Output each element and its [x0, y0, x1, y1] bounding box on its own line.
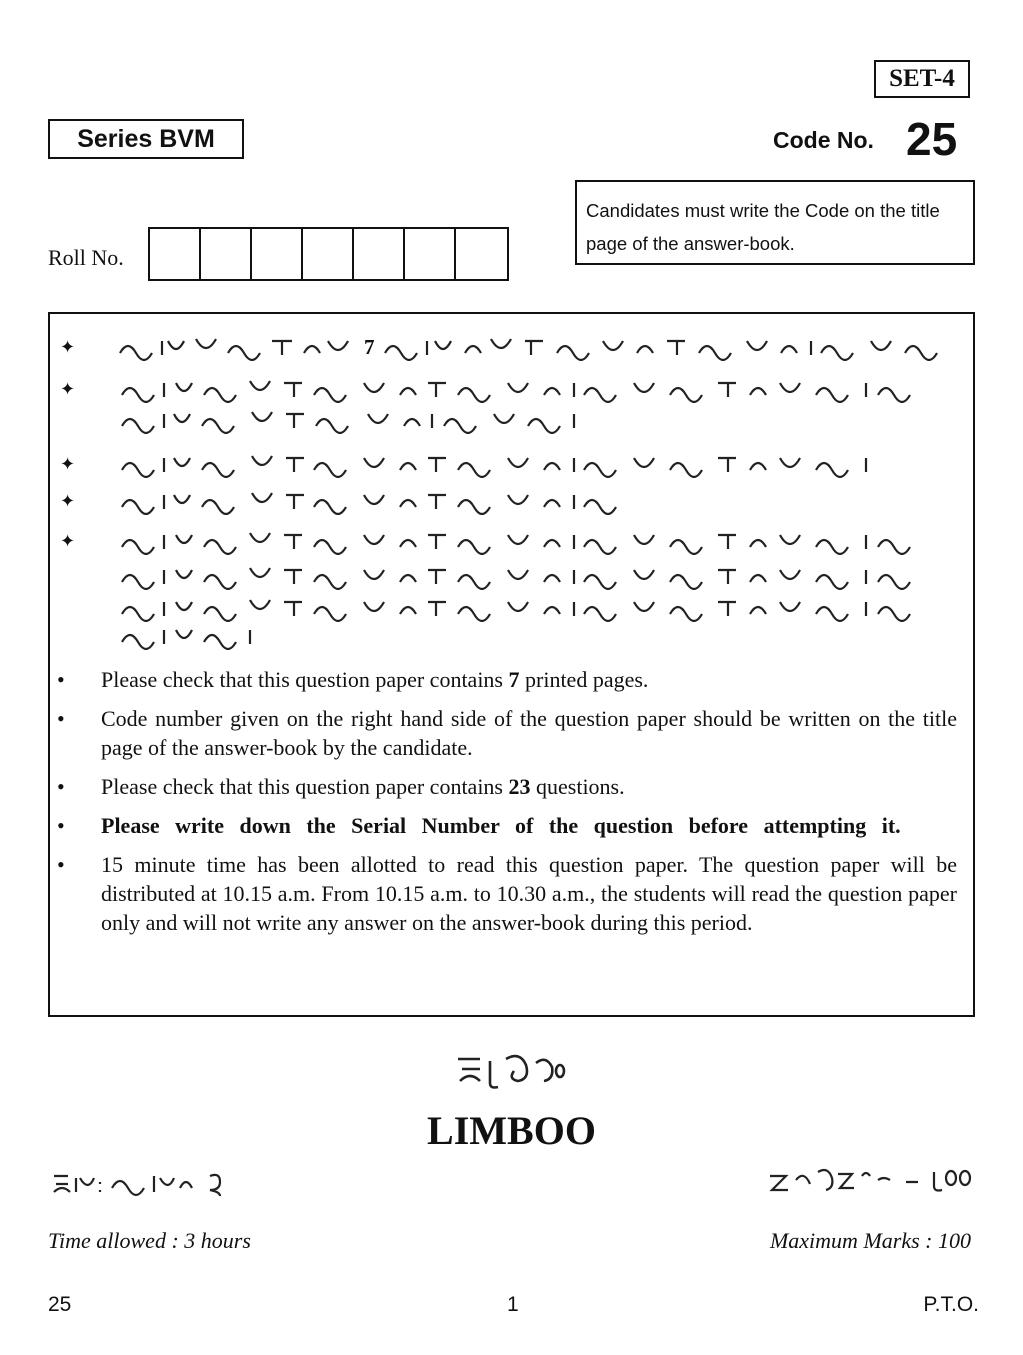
time-allowed: Time allowed : 3 hours: [48, 1228, 251, 1253]
limbu-script-text: [118, 527, 948, 555]
roll-number-grid[interactable]: [148, 227, 509, 281]
series-label: Series BVM: [77, 124, 215, 153]
pto-label: P.T.O.: [923, 1293, 979, 1316]
limbu-script-text: [381, 333, 961, 361]
code-number: 25: [906, 113, 958, 165]
roll-number-label: Roll No.: [48, 245, 124, 270]
limbu-script-text: [118, 406, 598, 434]
limbu-script-text: [118, 450, 908, 478]
limbu-script-text: [118, 622, 268, 650]
bullet-icon: •: [57, 667, 65, 692]
limbu-script-text: [118, 487, 638, 515]
diamond-bullet-icon: ✦: [60, 490, 76, 511]
series-box: [48, 119, 244, 159]
candidate-note: Candidates must write the Code on the title page of the answer-book.: [586, 200, 940, 254]
diamond-bullet-icon: ✦: [60, 336, 76, 357]
page-count-digit: 7: [364, 334, 375, 359]
limbu-script-text: [118, 562, 948, 590]
diamond-bullet-icon: ✦: [60, 378, 76, 399]
limbu-instruction-5-cont: [60, 622, 268, 650]
instruction-item: • Please check that this question paper contains 7 printed pages.: [57, 667, 649, 692]
limbu-subject-title: [454, 1049, 570, 1089]
limbu-instruction-2: [60, 375, 948, 403]
limbu-instruction-4: [60, 487, 638, 515]
instruction-item: • Please check that this question paper contains 23 questions.: [57, 774, 625, 799]
roll-cell[interactable]: [252, 229, 303, 279]
limbu-script-text: [118, 333, 358, 361]
limbu-instruction-3: [60, 450, 908, 478]
instruction-item: • 15 minute time has been allotted to read this question paper. The question paper will be distributed at 10.15 a.m. From 10.15 a.m. to 10.30 a.m., the students will read the question paper only and will not write any answer on the answer-book during this period.: [57, 852, 957, 935]
limbu-instruction-5-cont: [60, 594, 948, 622]
set-number: SET-4: [889, 65, 955, 92]
set-number-box: [874, 60, 970, 98]
bullet-icon: •: [57, 706, 65, 731]
diamond-bullet-icon: ✦: [60, 453, 76, 474]
roll-cell[interactable]: [405, 229, 456, 279]
limbu-instruction-2-cont: [60, 406, 598, 434]
diamond-bullet-icon: ✦: [60, 530, 76, 551]
instruction-item: • Code number given on the right hand side of the question paper should be written on the title page of the answer-book by the candidate.: [57, 706, 957, 760]
roll-cell[interactable]: [201, 229, 252, 279]
subject-title: LIMBOO: [427, 1108, 596, 1153]
code-label: Code No.: [773, 127, 874, 153]
roll-cell[interactable]: [150, 229, 201, 279]
page-number: 1: [507, 1293, 519, 1316]
roll-cell[interactable]: [456, 229, 507, 279]
limbu-instruction-1: [60, 333, 961, 361]
limbu-instruction-5: [60, 527, 948, 555]
candidate-note-box: [575, 180, 975, 265]
roll-cell[interactable]: [303, 229, 354, 279]
limbu-marks-label: [766, 1162, 976, 1198]
limbu-script-text: [118, 375, 948, 403]
limbu-instruction-5-cont: [60, 562, 948, 590]
bullet-icon: •: [57, 813, 65, 838]
bullet-icon: •: [57, 774, 65, 799]
footer-code: 25: [48, 1293, 72, 1316]
limbu-time-label: [50, 1168, 230, 1198]
maximum-marks: Maximum Marks : 100: [769, 1228, 971, 1253]
instruction-item: • Please write down the Serial Number of the question before attempting it.: [57, 813, 901, 838]
limbu-script-text: [118, 594, 948, 622]
bullet-icon: •: [57, 852, 65, 877]
instruction-list: [55, 665, 957, 947]
roll-cell[interactable]: [354, 229, 405, 279]
